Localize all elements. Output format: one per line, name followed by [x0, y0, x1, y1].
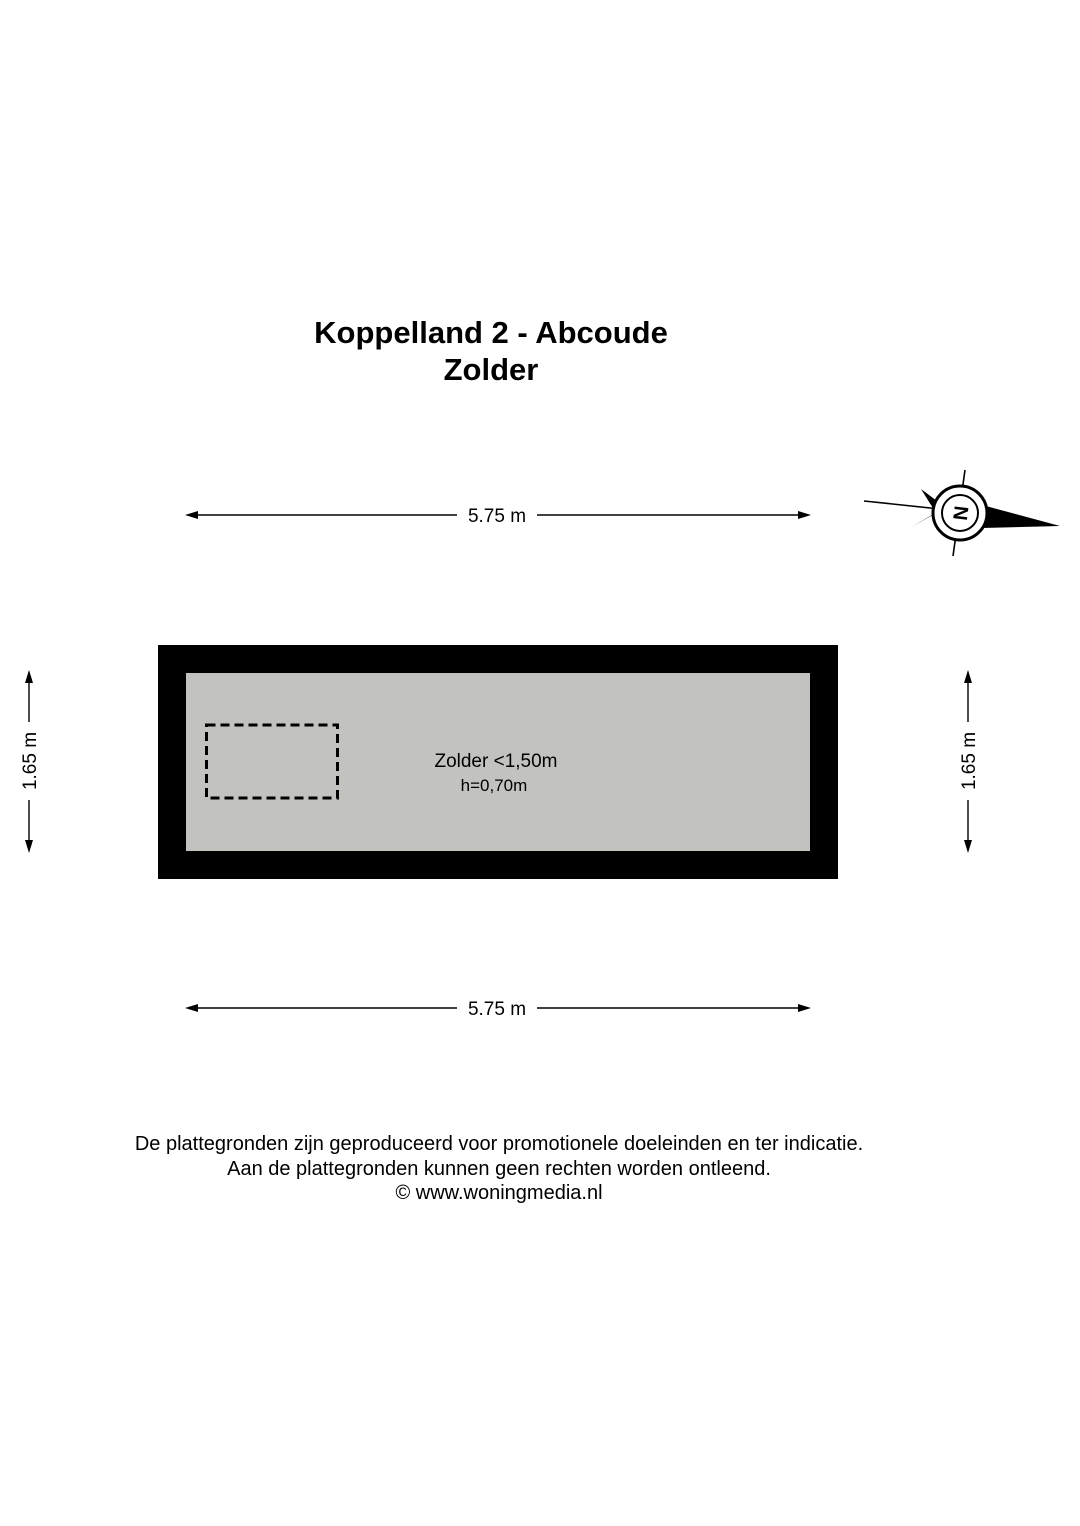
dimension-right-depth: [959, 670, 980, 853]
floor-title: Zolder: [443, 352, 539, 387]
room-zolder: [158, 645, 838, 879]
arrow-up-icon: [964, 670, 972, 683]
arrow-down-icon: [964, 840, 972, 853]
dimension-bottom-width: [185, 999, 811, 1020]
copyright: © www.woningmedia.nl: [395, 1182, 603, 1204]
room-name: Zolder <1,50m: [434, 751, 558, 772]
dimension-label: 1.65 m: [20, 731, 41, 791]
arrow-right-icon: [798, 511, 811, 519]
dimension-label: 5.75 m: [467, 999, 527, 1020]
dimension-top-width: [185, 506, 811, 527]
arrow-down-icon: [25, 840, 33, 853]
north-arrow-icon: [864, 470, 1060, 556]
dimension-label: 1.65 m: [959, 731, 980, 791]
compass-north-label: N: [948, 504, 972, 522]
dimension-left-depth: [20, 670, 41, 853]
arrow-right-icon: [798, 1004, 811, 1012]
room-height: h=0,70m: [460, 776, 528, 795]
arrow-left-icon: [185, 511, 198, 519]
arrow-left-icon: [185, 1004, 198, 1012]
disclaimer-line: Aan de plattegronden kunnen geen rechten worden ontleend.: [227, 1157, 771, 1180]
disclaimer-line: De plattegronden zijn geproduceerd voor promotionele doeleinden en ter indicatie.: [134, 1133, 864, 1155]
dimension-label: 5.75 m: [467, 506, 527, 527]
disclaimer: [0, 1132, 998, 1206]
page-title: Koppelland 2 - Abcoude: [314, 315, 668, 350]
arrow-up-icon: [25, 670, 33, 683]
